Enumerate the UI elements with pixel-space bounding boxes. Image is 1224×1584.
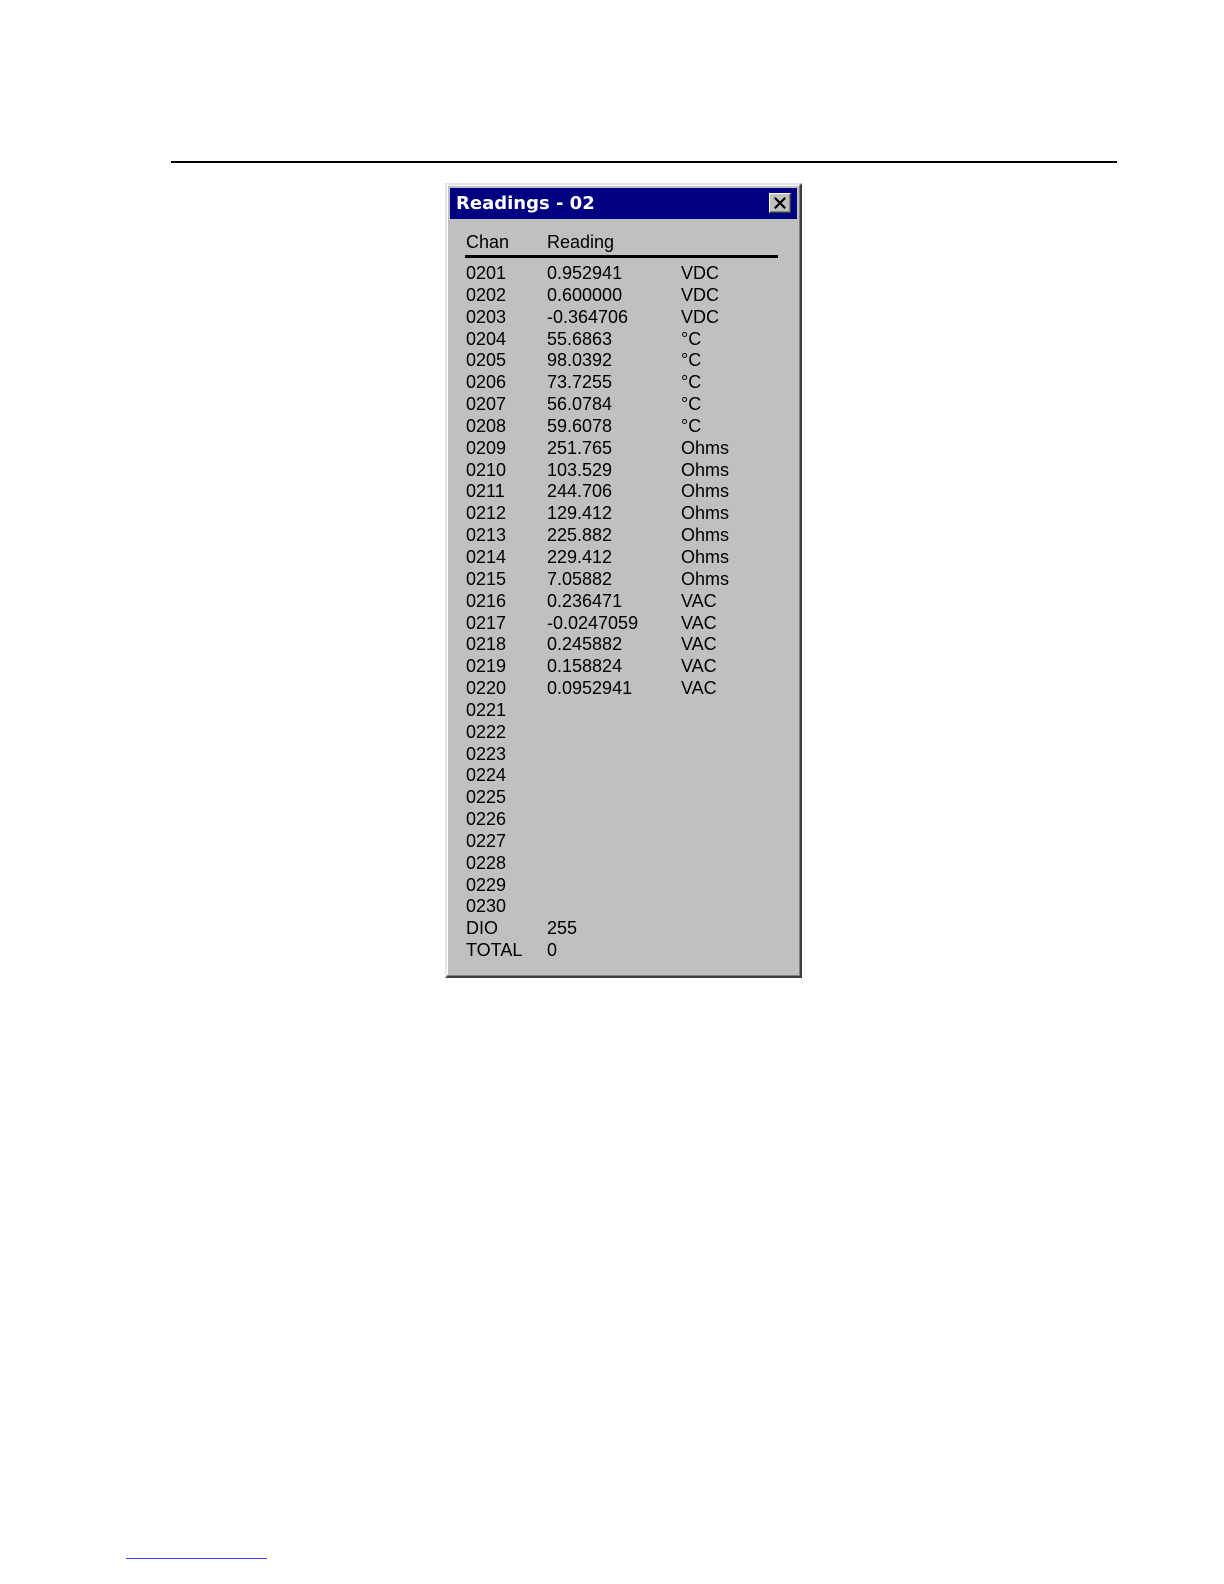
column-header-row (466, 232, 778, 256)
page-header-rule (171, 161, 1117, 163)
reading-cell: 225.882 (547, 525, 613, 546)
table-row (466, 525, 778, 547)
channel-cell: 0206 (466, 372, 507, 393)
table-row (466, 263, 778, 285)
unit-cell: VDC (681, 284, 720, 305)
table-row (466, 350, 778, 372)
table-row (466, 481, 778, 503)
table-row (466, 896, 778, 918)
table-row (466, 787, 778, 809)
table-row (466, 722, 778, 744)
reading-cell: -0.364706 (547, 306, 629, 327)
channel-cell: 0201 (466, 263, 507, 283)
reading-cell: 0.236471 (547, 590, 623, 611)
channel-cell: 0225 (466, 787, 507, 808)
channel-cell: 0214 (466, 546, 507, 567)
table-row (466, 765, 778, 787)
channel-cell: 0229 (466, 874, 507, 895)
unit-cell: VAC (681, 590, 717, 611)
table-row (466, 329, 778, 351)
table-row (466, 460, 778, 482)
title-bar[interactable] (450, 188, 797, 219)
reading-cell: 59.6078 (547, 415, 613, 436)
unit-cell: Ohms (681, 503, 730, 524)
unit-cell: Ohms (681, 481, 730, 502)
reading-cell: 255 (547, 918, 578, 939)
channel-cell: 0224 (466, 765, 507, 786)
reading-cell: -0.0247059 (547, 612, 639, 633)
unit-cell: VAC (681, 656, 717, 677)
channel-cell: 0213 (466, 525, 507, 546)
channel-cell: 0216 (466, 590, 507, 611)
unit-cell: Ohms (681, 546, 730, 567)
unit-cell: °C (681, 372, 702, 393)
channel-cell: 0219 (466, 656, 507, 677)
close-button[interactable] (769, 193, 791, 213)
channel-cell: 0212 (466, 503, 507, 524)
channel-cell: 0210 (466, 459, 507, 480)
channel-cell: TOTAL (466, 940, 523, 961)
unit-cell: Ohms (681, 525, 730, 546)
channel-cell: 0202 (466, 284, 507, 305)
channel-cell: 0204 (466, 328, 507, 349)
channel-cell: 0230 (466, 896, 507, 917)
table-row (466, 831, 778, 853)
readings-list (466, 263, 778, 962)
reading-cell: 129.412 (547, 503, 613, 524)
reading-cell: 7.05882 (547, 568, 613, 589)
reading-cell: 229.412 (547, 546, 613, 567)
reading-cell: 244.706 (547, 481, 613, 502)
table-row (466, 372, 778, 394)
unit-cell: Ohms (681, 459, 730, 480)
footer-rule (126, 1558, 267, 1559)
channel-cell: 0227 (466, 830, 507, 851)
table-row (466, 394, 778, 416)
unit-cell: °C (681, 415, 702, 436)
table-row (466, 940, 778, 962)
table-row (466, 918, 778, 940)
table-row (466, 744, 778, 766)
reading-cell: 55.6863 (547, 328, 613, 349)
channel-cell: 0218 (466, 634, 507, 655)
unit-cell: VAC (681, 634, 717, 655)
table-row (466, 656, 778, 678)
column-header-chan: Chan (466, 232, 510, 252)
header-divider (465, 255, 778, 258)
channel-cell: 0209 (466, 437, 507, 458)
table-row (466, 634, 778, 656)
unit-cell: VDC (681, 263, 720, 283)
channel-cell: DIO (466, 918, 499, 939)
reading-cell: 103.529 (547, 459, 613, 480)
reading-cell: 251.765 (547, 437, 613, 458)
table-row (466, 700, 778, 722)
channel-cell: 0228 (466, 852, 507, 873)
table-row (466, 853, 778, 875)
reading-cell: 0.158824 (547, 656, 623, 677)
table-row (466, 809, 778, 831)
unit-cell: Ohms (681, 437, 730, 458)
unit-cell: VAC (681, 678, 717, 699)
unit-cell: °C (681, 350, 702, 371)
reading-cell: 73.7255 (547, 372, 613, 393)
table-row (466, 591, 778, 613)
table-row (466, 678, 778, 700)
table-row (466, 438, 778, 460)
table-row (466, 416, 778, 438)
channel-cell: 0205 (466, 350, 507, 371)
table-row (466, 503, 778, 525)
table-row (466, 569, 778, 591)
table-row (466, 613, 778, 635)
reading-cell: 0.952941 (547, 263, 623, 283)
table-row (466, 547, 778, 569)
channel-cell: 0221 (466, 699, 507, 720)
table-row (466, 285, 778, 307)
reading-cell: 0.600000 (547, 284, 623, 305)
table-row (466, 307, 778, 329)
channel-cell: 0208 (466, 415, 507, 436)
unit-cell: Ohms (681, 568, 730, 589)
reading-cell: 0.0952941 (547, 678, 633, 699)
channel-cell: 0222 (466, 721, 507, 742)
channel-cell: 0217 (466, 612, 507, 633)
channel-cell: 0207 (466, 394, 507, 415)
reading-cell: 0.245882 (547, 634, 623, 655)
channel-cell: 0211 (466, 481, 505, 502)
unit-cell: °C (681, 394, 702, 415)
unit-cell: VDC (681, 306, 720, 327)
channel-cell: 0226 (466, 809, 507, 830)
close-icon (774, 197, 786, 209)
readings-window[interactable] (445, 183, 802, 978)
column-header-reading: Reading (547, 232, 615, 252)
unit-cell: VAC (681, 612, 717, 633)
channel-cell: 0220 (466, 678, 507, 699)
reading-cell: 0 (547, 940, 558, 961)
unit-cell: °C (681, 328, 702, 349)
reading-cell: 98.0392 (547, 350, 613, 371)
channel-cell: 0203 (466, 306, 507, 327)
window-title: Readings - 02 (456, 193, 595, 214)
reading-cell: 56.0784 (547, 394, 613, 415)
channel-cell: 0215 (466, 568, 507, 589)
channel-cell: 0223 (466, 743, 507, 764)
table-row (466, 875, 778, 897)
